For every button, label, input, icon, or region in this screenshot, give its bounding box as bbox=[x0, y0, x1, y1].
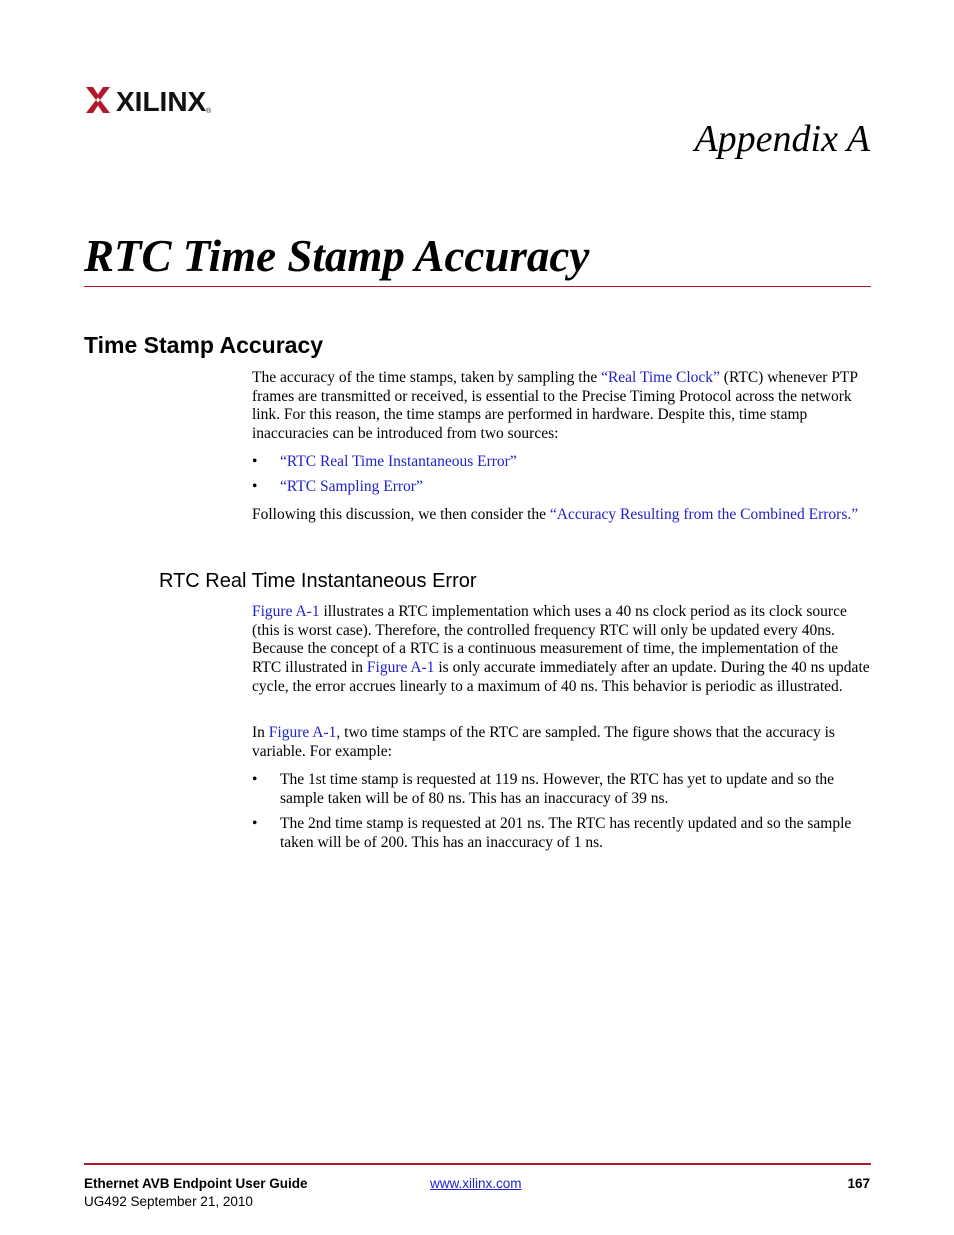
logo-registered-mark: ® bbox=[206, 108, 212, 115]
footer-url-link[interactable]: www.xilinx.com bbox=[430, 1176, 522, 1191]
link-rtc-instantaneous-error[interactable]: “RTC Real Time Instantaneous Error” bbox=[280, 453, 517, 470]
footer-guide-title: Ethernet AVB Endpoint User Guide bbox=[84, 1176, 308, 1191]
xilinx-logo bbox=[86, 84, 226, 116]
link-figure-a1[interactable]: Figure A-1 bbox=[268, 724, 337, 741]
link-figure-a1[interactable]: Figure A-1 bbox=[366, 659, 435, 677]
intro-paragraph: The accuracy of the time stamps, taken by sampling the “Real Time Clock” (RTC) whenever PTP frames are transmitted or received, is essential to the Precise Timing Protocol across the network link. For this reason, the time stamps are performed in hardware. Despite this, time stamp inaccuracies can be introduced from two sources: bbox=[252, 369, 858, 443]
footer-doc-id: UG492 September 21, 2010 bbox=[84, 1194, 253, 1209]
list-item bbox=[252, 478, 870, 497]
list-item-text: The 1st time stamp is requested at 119 ns. However, the RTC has yet to update and so the sample taken will be of 80 ns. This has an inaccuracy of 39 ns. bbox=[280, 771, 835, 807]
link-rtc-sampling-error[interactable]: “RTC Sampling Error” bbox=[280, 478, 423, 495]
list-item-text: The 2nd time stamp is requested at 201 ns. The RTC has recently updated and so the sample taken will be of 200. This has an inaccuracy of 1 ns. bbox=[280, 815, 852, 851]
following-paragraph: Following this discussion, we then consider the “Accuracy Resulting from the Combined Errors.” bbox=[252, 506, 859, 523]
footer-rule bbox=[84, 1163, 871, 1165]
list-item bbox=[252, 815, 870, 852]
link-accuracy-combined-errors[interactable]: “Accuracy Resulting from the Combined Errors.” bbox=[549, 506, 859, 523]
xilinx-logo-icon bbox=[86, 84, 226, 116]
page-number: 167 bbox=[847, 1176, 870, 1191]
subsection-heading: RTC Real Time Instantaneous Error bbox=[159, 570, 477, 592]
appendix-label: Appendix A bbox=[694, 118, 870, 160]
rtc-paragraph-1: Figure A-1 illustrates a RTC implementation which uses a 40 ns clock period as its clock source (this is worst case). Therefore, the controlled frequency RTC will only be updated every 40ns. Because the concept of a RTC is a continuous measurement of time, the implementation of the RTC illustrated in Figure A-1 is only accurate immediately after an update. During the 40 ns update cycle, the error accrues linearly to a maximum of 40 ns. This behavior is periodic as illustrated. bbox=[252, 603, 870, 695]
chapter-title: RTC Time Stamp Accuracy bbox=[84, 231, 590, 281]
bullet-marker: • bbox=[252, 771, 258, 788]
list-item bbox=[252, 771, 870, 808]
rtc-paragraph-2: In Figure A-1, two time stamps of the RTC are sampled. The figure shows that the accuracy is variable. For example: bbox=[252, 724, 835, 760]
bullet-marker: • bbox=[252, 815, 258, 832]
logo-text: XILINX bbox=[116, 86, 207, 116]
section-heading: Time Stamp Accuracy bbox=[84, 332, 324, 358]
list-item bbox=[252, 453, 870, 472]
link-figure-a1[interactable]: Figure A-1 bbox=[252, 603, 320, 620]
link-real-time-clock[interactable]: “Real Time Clock” bbox=[601, 369, 720, 386]
bullet-marker: • bbox=[252, 478, 258, 495]
bullet-marker: • bbox=[252, 453, 258, 470]
title-rule bbox=[84, 286, 871, 287]
